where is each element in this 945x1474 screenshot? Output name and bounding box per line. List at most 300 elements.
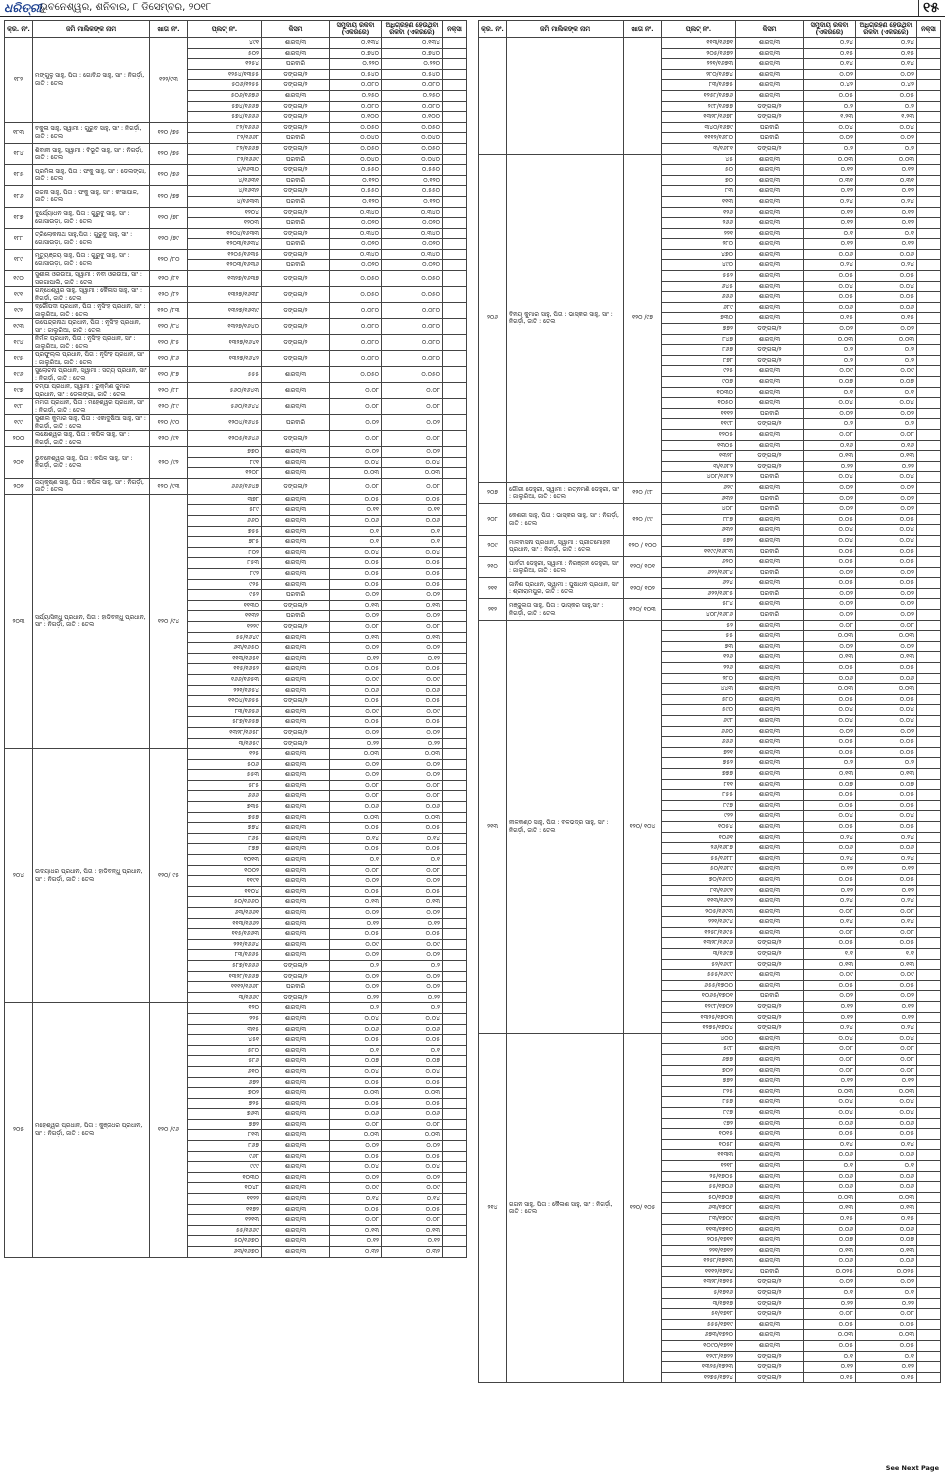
acquired-area-cell: ୦.୦୯ <box>382 706 443 717</box>
total-area-cell: ୦.୦୮୦ <box>330 303 382 319</box>
plot-number-cell: ୧୩୨୭/୧୬୪୧ <box>188 335 262 351</box>
plot-number-cell: ୭୭୨ <box>188 1119 262 1130</box>
map-cell <box>443 1194 467 1205</box>
acquired-area-cell: ୦.୨ <box>856 143 917 154</box>
serial-number-cell: ୨୧୨ <box>479 599 507 620</box>
kisam-cell: ଶାରଦ/୩ <box>736 1245 804 1256</box>
total-area-cell: ୦.୦୯ <box>804 970 856 981</box>
khata-number-cell: ୧୨୦ /୯୧ <box>150 431 188 447</box>
plot-number-cell: ୧୨୧୩ <box>188 1215 262 1226</box>
map-cell <box>917 313 941 324</box>
plot-number-cell: ୬୩୨ <box>662 525 736 536</box>
acquired-area-cell: ୦.୧ <box>382 526 443 537</box>
table-row <box>479 620 941 631</box>
plot-number-cell: ୭୫୨ <box>662 758 736 769</box>
kisam-cell: ଶାରଦ/୩ <box>736 917 804 928</box>
kisam-cell: ଶାରଦ/୩ <box>736 673 804 684</box>
plot-number-cell: ୫୭୪/୧୬୬୬ <box>188 112 262 123</box>
acquired-area-cell: ୦.୧୩ <box>856 652 917 663</box>
total-area-cell: ୦.୦୫ <box>804 694 856 705</box>
total-area-cell: ୦.୦୨ <box>330 1172 382 1183</box>
acquired-area-cell: ୦.୩୪୦ <box>382 228 443 239</box>
acquired-area-cell: ୦.୦୨ <box>382 770 443 781</box>
plot-number-cell: ୮୬୭ <box>188 1141 262 1152</box>
acquired-area-cell: ୦.୦୪ <box>382 1066 443 1077</box>
kisam-cell: ଶାରଦ/୩ <box>262 812 330 823</box>
kisam-cell: ଘରବାରି <box>736 991 804 1002</box>
map-cell <box>917 1319 941 1330</box>
kisam-cell: ଡଙ୍ଗଳା/୨ <box>736 355 804 366</box>
total-area-cell: ୦.୨ <box>804 419 856 430</box>
acquired-area-cell: ୦.୦୪ <box>382 547 443 558</box>
serial-number-cell: ୧୮୭ <box>5 207 33 228</box>
plot-number-cell: ୬୬୦ <box>662 726 736 737</box>
plot-number-cell: ୫୮୦ <box>188 1045 262 1056</box>
kisam-cell: ଡଙ୍ଗଳା/୨ <box>262 600 330 611</box>
map-cell <box>917 80 941 91</box>
map-cell <box>917 885 941 896</box>
plot-number-cell: ୭୦ <box>662 175 736 186</box>
map-cell <box>443 1077 467 1088</box>
acquired-area-cell: ୧.୧ <box>856 949 917 960</box>
acquired-area-cell: ୦.୦୫ <box>856 578 917 589</box>
total-area-cell: ୦.୦୫୦ <box>330 367 382 383</box>
plot-number-cell: ୪୭୦ <box>662 249 736 260</box>
col-header-map: ନକ୍ସା <box>917 21 941 38</box>
kisam-cell: ଡଙ୍ଗଳା/୨ <box>736 101 804 112</box>
kisam-cell: ଘରବାରି <box>736 567 804 578</box>
kisam-cell: ଶାରଦ/୩ <box>262 569 330 580</box>
table-row <box>5 351 467 367</box>
map-cell <box>917 567 941 578</box>
acquired-area-cell: ୦.୦୯ <box>856 970 917 981</box>
kisam-cell: ଶାରଦ/୩ <box>736 578 804 589</box>
plot-number-cell: ୧୩୨୫/୧୭୨୩ <box>662 1362 736 1373</box>
map-cell <box>443 653 467 664</box>
plot-number-cell: ୪୯୧ <box>188 38 262 49</box>
map-cell <box>917 535 941 546</box>
total-area-cell: ୦.୧୦୦ <box>330 112 382 123</box>
kisam-cell: ଶାରଦ/୩ <box>736 1139 804 1150</box>
map-cell <box>917 684 941 695</box>
map-cell <box>917 1097 941 1108</box>
serial-number-cell: ୨୧୦ <box>479 557 507 578</box>
total-area-cell: ୦.୦୫ <box>804 1129 856 1140</box>
total-area-cell: ୦.୭୪୦ <box>330 48 382 59</box>
plot-number-cell: ୭୦୨ <box>188 1088 262 1099</box>
acquired-area-cell: ୦.୧ <box>856 1288 917 1299</box>
kisam-cell: ଶାରଦ/୩ <box>736 1160 804 1171</box>
total-area-cell: ୦.୦୫ <box>330 1035 382 1046</box>
total-area-cell: ୦.୦୫ <box>330 1077 382 1088</box>
map-cell <box>443 738 467 749</box>
kisam-cell: ଶାରଦ/୩ <box>736 811 804 822</box>
kisam-cell: ଡଙ୍ଗଳା/୨ <box>262 207 330 218</box>
total-area-cell: ୦.୧୨ <box>804 207 856 218</box>
plot-number-cell: ୬୬୬ <box>662 737 736 748</box>
acquired-area-cell: ୦.୦୫ <box>856 1341 917 1352</box>
kisam-cell: ଶାରଦ/୩ <box>736 970 804 981</box>
map-cell <box>917 970 941 981</box>
map-cell <box>443 960 467 971</box>
total-area-cell: ୦.୦୫ <box>330 823 382 834</box>
map-cell <box>443 664 467 675</box>
map-cell <box>443 69 467 80</box>
kisam-cell: ଶାରଦ/୩ <box>736 271 804 282</box>
plot-number-cell: ୫/୧୭୧୬ <box>662 1288 736 1299</box>
total-area-cell: ୦.୧୨ <box>804 218 856 229</box>
plot-number-cell: ୪୦୮/୧୬୮୬ <box>662 610 736 621</box>
map-cell <box>917 1288 941 1299</box>
total-area-cell: ୦.୧୨ <box>804 239 856 250</box>
serial-number-cell: ୨୧୧ <box>479 578 507 599</box>
khata-number-cell: ୧୨୦ /୯୬ <box>150 1003 188 1257</box>
kisam-cell: ଶାରଦ/୩ <box>736 779 804 790</box>
acquired-area-cell: ୦.୦୫ <box>382 929 443 940</box>
plot-number-cell: ୭୮୫ <box>188 537 262 548</box>
acquired-area-cell: ୦.୦୨ <box>382 447 443 458</box>
owner-name-cell: ଦୁର୍ଯ୍ୟୋଧନ ସାହୁ, ପିତା : ଗୁରୁବୁ ସାହୁ, ସାଂ : ଗୋସାଉଡ଼ା, ଜାତି : ତେଲ <box>33 207 150 228</box>
kisam-cell: ଶାରଦ/୩ <box>262 1066 330 1077</box>
plot-number-cell: ୨୦୫/୧୭୧୧ <box>662 1235 736 1246</box>
total-area-cell: ୦.୦୨ <box>804 482 856 493</box>
owner-name-cell: ତ୍ରିଲୋକନାଥ ସାହୁ,ପିତା : ଗୁରୁବୁ ସାହୁ, ସାଂ : ଗୋସାଉଡ଼ା, ଜାତି : ତେଲ <box>33 228 150 249</box>
total-area-cell: ୦.୦୫ <box>330 844 382 855</box>
owner-name-cell: କେଶରୀ ସାହୁ, ପିତା : ଭାସ୍କର ସାହୁ, ସାଂ : ନିଗର୍ଡ଼ା, ଜାତି : ତେଲ <box>507 504 624 536</box>
map-cell <box>917 429 941 440</box>
acquired-area-cell: ୦.୦୪ <box>856 1107 917 1118</box>
kisam-cell: ଘରବାରି <box>736 493 804 504</box>
total-area-cell: ୦.୧୨ <box>330 653 382 664</box>
map-cell <box>443 929 467 940</box>
acquired-area-cell: ୦.୦୫ <box>382 1204 443 1215</box>
acquired-area-cell: ୦.୧୫ <box>856 1372 917 1383</box>
plot-number-cell: ୭୬୩ <box>188 1109 262 1120</box>
total-area-cell: ୦.୦୪ <box>804 281 856 292</box>
kisam-cell: ଶାରଦ/୩ <box>262 1098 330 1109</box>
total-area-cell: ୦.୨୪ <box>804 1023 856 1034</box>
total-area-cell: ୦.୩୨ <box>330 1247 382 1258</box>
col-header-kisam: କିସମ <box>736 21 804 38</box>
acquired-area-cell: ୦.୦୫ <box>856 800 917 811</box>
serial-number-cell: ୨୦୩ <box>5 494 33 748</box>
plot-number-cell: ୭୨୫ <box>188 1098 262 1109</box>
map-cell <box>917 260 941 271</box>
map-cell <box>443 569 467 580</box>
owner-name-cell: ରଜନା ସାହୁ, ପିତା : ଫକୁ ସାହୁ, ସାଂ : କଂସାପାଳ, ଜାତି : ତେଲ <box>33 186 150 207</box>
map-cell <box>443 90 467 101</box>
total-area-cell: ୦.୦୪ <box>804 705 856 716</box>
plot-number-cell: ୬୩/୧୭୦୮ <box>662 1203 736 1214</box>
map-cell <box>917 504 941 515</box>
map-cell <box>917 1044 941 1055</box>
kisam-cell: ଶାରଦ/୩ <box>736 1033 804 1044</box>
total-area-cell: ୦.୦୪ <box>804 398 856 409</box>
total-area-cell: ୦.୦୩ <box>804 334 856 345</box>
plot-number-cell: ୨୬୬ <box>662 218 736 229</box>
total-area-cell: ୦.୦୪ <box>804 122 856 133</box>
acquired-area-cell: ୦.୦୫ <box>382 886 443 897</box>
khata-number-cell: ୧୨୦ /୮୦ <box>150 249 188 270</box>
plot-number-cell: ୧୧୯୯/୧୬୮୩ <box>662 546 736 557</box>
map-cell <box>443 165 467 176</box>
total-area-cell: ୦.୨ <box>804 758 856 769</box>
table-row <box>5 478 467 494</box>
plot-number-cell: ୫୮୯ <box>188 505 262 516</box>
plot-number-cell: ୮୬୭ <box>662 345 736 356</box>
map-cell <box>443 383 467 399</box>
acquired-area-cell: ୦.୦୫ <box>382 823 443 834</box>
acquired-area-cell: ୦.୦୨ <box>382 908 443 919</box>
map-cell <box>443 1035 467 1046</box>
acquired-area-cell: ୦.୧୨୦ <box>382 196 443 207</box>
map-cell <box>443 175 467 186</box>
see-next-page: See Next Page <box>885 1464 939 1472</box>
acquired-area-cell: ୦.୦୮ <box>382 431 443 447</box>
total-area-cell: ୦.୦୫ <box>804 1319 856 1330</box>
plot-number-cell: ୧୦୩୦ <box>188 1172 262 1183</box>
total-area-cell: ୦.୧୫ <box>804 48 856 59</box>
owner-name-cell: ଦ୍ରୌପଦୀ ପ୍ରଧାନ, ପିତା : ନୃସିଂହ ପ୍ରଧାନ, ସାଂ : ଜାଲୁରିଆ, ଜାତି : ତେଲ <box>33 303 150 319</box>
total-area-cell: ୦.୦୪ <box>804 1033 856 1044</box>
plot-number-cell: ୧୦୫୦ <box>662 398 736 409</box>
acquired-area-cell: ୦.୧୩ <box>856 959 917 970</box>
plot-number-cell: ୧୩୨୫/୧୭୦୩ <box>662 1012 736 1023</box>
acquired-area-cell: ୦.୧୨ <box>856 207 917 218</box>
kisam-cell: ଘରବାରି <box>262 196 330 207</box>
total-area-cell: ୦.୦୮ <box>330 399 382 415</box>
kisam-cell: ଶାରଦ/୩ <box>736 196 804 207</box>
khata-number-cell: ୧୨୦ /୭୬ <box>150 165 188 186</box>
kisam-cell: ଶାରଦ/୩ <box>736 377 804 388</box>
acquired-area-cell: ୦.୦୪ <box>856 472 917 483</box>
total-area-cell: ୦.୨ <box>804 143 856 154</box>
acquired-area-cell: ୦.୦୨ <box>856 324 917 335</box>
plot-number-cell: ୫୮୪ <box>662 599 736 610</box>
total-area-cell: ୦.୦୮୦ <box>330 319 382 335</box>
owner-name-cell: ଉଦୟାଧର ପ୍ରଧାନ, ପିତା : ହାଡିବନ୍ଧୁ ପ୍ରଧାନ, ସାଂ : ନିଗର୍ଡ଼ା, ଜାତି : ତେଲ <box>33 749 150 1003</box>
map-cell <box>443 1045 467 1056</box>
acquired-area-cell: ୦.୨୪ <box>856 853 917 864</box>
map-cell <box>917 1065 941 1076</box>
plot-number-cell: ୫୫/୧୬୬୯ <box>188 1225 262 1236</box>
total-area-cell: ୦.୦୪ <box>804 811 856 822</box>
map-cell <box>443 897 467 908</box>
plot-number-cell: ୫୦୬ <box>188 759 262 770</box>
owner-name-cell: ଜୟକୃଷ୍ଣ ସାହୁ, ପିତା : କପିଳ ସାହୁ, ସାଂ : ନିଗର୍ଡ଼ା, ଜାତି : ତେଲ <box>33 478 150 494</box>
plot-number-cell: ୩/୧୬୮୧ <box>662 143 736 154</box>
total-area-cell: ୦.୦୩ <box>804 1192 856 1203</box>
kisam-cell: ଶାରଦ/୩ <box>262 1183 330 1194</box>
map-cell <box>443 1056 467 1067</box>
acquired-area-cell: ୦.୦୨ <box>856 69 917 80</box>
acquired-area-cell: ୦.୧୪ <box>382 1194 443 1205</box>
kisam-cell: ଡଙ୍ଗଳା/୨ <box>736 1372 804 1383</box>
plot-number-cell: ୧୧୩୩ <box>662 1150 736 1161</box>
plot-number-cell: ୪/୧୬୩୩ <box>188 196 262 207</box>
plot-number-cell: ୨୫/୧୭୦୫ <box>662 1171 736 1182</box>
kisam-cell: ଘରବାରି <box>262 982 330 993</box>
acquired-area-cell: ୦.୦୫ <box>856 747 917 758</box>
total-area-cell: ୦.୧୩ <box>804 1245 856 1256</box>
total-area-cell: ୦.୦୪ <box>330 547 382 558</box>
acquired-area-cell: ୦.୦୬ <box>856 673 917 684</box>
acquired-area-cell: ୦.୦୫ <box>856 663 917 674</box>
total-area-cell: ୦.୦୨ <box>804 493 856 504</box>
acquired-area-cell: ୦.୦୪ <box>382 1013 443 1024</box>
total-area-cell: ୦.୨ <box>804 345 856 356</box>
total-area-cell: ୦.୦୮ <box>330 1215 382 1226</box>
plot-number-cell: ୧୧୦୪/୧୬୫୫ <box>188 696 262 707</box>
map-cell <box>443 186 467 197</box>
acquired-area-cell: ୦.୦୩ <box>856 1192 917 1203</box>
plot-number-cell: ୧୩୦୫ <box>662 440 736 451</box>
acquired-area-cell: ୦.୧୨ <box>382 918 443 929</box>
total-area-cell: ୦.୦୪ <box>330 1013 382 1024</box>
col-header-map: ନକ୍ସା <box>443 21 467 38</box>
serial-number-cell: ୧୯୧ <box>5 287 33 303</box>
table-row <box>479 504 941 515</box>
khata-number-cell: ୧୨୦ /୭୫ <box>150 143 188 164</box>
kisam-cell: ଘରବାରି <box>736 546 804 557</box>
khata-number-cell: ୧୨୦ /୮୨ <box>150 287 188 303</box>
total-area-cell: ୦.୦୨ <box>804 991 856 1002</box>
map-cell <box>443 865 467 876</box>
total-area-cell: ୦.୦୫୦ <box>330 122 382 133</box>
total-area-cell: ୦.୦୫ <box>330 1151 382 1162</box>
acquired-area-cell: ୦.୦୪ <box>856 716 917 727</box>
total-area-cell: ୦.୧୨ <box>330 1236 382 1247</box>
map-cell <box>443 833 467 844</box>
serial-number-cell: ୨୦୬ <box>479 154 507 482</box>
khata-number-cell: ୧୨୦ /୮୭ <box>150 367 188 383</box>
kisam-cell: ଶାରଦ/୩ <box>262 706 330 717</box>
plot-number-cell: ୫୨ <box>662 620 736 631</box>
map-cell <box>917 1118 941 1129</box>
total-area-cell: ୦.୨୨ <box>804 461 856 472</box>
map-cell <box>443 1024 467 1035</box>
kisam-cell: ଶାରଦ/୩ <box>262 48 330 59</box>
kisam-cell: ଶାରଦ/୩ <box>736 557 804 568</box>
plot-number-cell: ୫୦୨ <box>188 48 262 59</box>
plot-number-cell: ୧୨୫୪/୧୩୫୫ <box>188 69 262 80</box>
plot-number-cell: ୧୨୫ <box>188 749 262 760</box>
map-cell <box>917 48 941 59</box>
total-area-cell: ୦.୦୬ <box>804 1224 856 1235</box>
map-cell <box>443 780 467 791</box>
acquired-area-cell: ୦.୦୩ <box>856 334 917 345</box>
acquired-area-cell: ୦.୦୫ <box>856 271 917 282</box>
map-cell <box>917 461 941 472</box>
total-area-cell: ୦.୦୨ <box>330 908 382 919</box>
kisam-cell: ଶାରଦ/୩ <box>262 90 330 101</box>
kisam-cell: ଶାରଦ/୩ <box>262 833 330 844</box>
table-row <box>479 1033 941 1044</box>
kisam-cell: ଡଙ୍ଗଳା/୨ <box>262 69 330 80</box>
plot-number-cell: ୨୮୦ <box>662 239 736 250</box>
total-area-cell: ୦.୨୨ <box>330 738 382 749</box>
kisam-cell: ଡଙ୍ଗଳା/୨ <box>736 143 804 154</box>
plot-number-cell: ୨୨୧ <box>662 228 736 239</box>
table-row <box>479 154 941 165</box>
map-cell <box>917 355 941 366</box>
acquired-area-cell: ୦.୦୨ <box>856 567 917 578</box>
total-area-cell: ୦.୦୫ <box>330 886 382 897</box>
total-area-cell: ୦.୦୬ <box>804 1171 856 1182</box>
kisam-cell: ଡଙ୍ଗଳା/୨ <box>736 419 804 430</box>
map-cell <box>917 292 941 303</box>
land-table-right <box>478 20 941 1383</box>
acquired-area-cell: ୦.୧୩ <box>382 897 443 908</box>
map-cell <box>443 303 467 319</box>
acquired-area-cell: ୦.୦୨ <box>856 408 917 419</box>
plot-number-cell: ୨୨୧/୧୭୧୨ <box>662 1245 736 1256</box>
plot-number-cell: ୧୧୫/୧୬୫୨ <box>188 664 262 675</box>
map-cell <box>443 287 467 303</box>
total-area-cell: ୦.୦୮ <box>804 1055 856 1066</box>
total-area-cell: ୦.୦୫ <box>330 696 382 707</box>
kisam-cell: ଘରବାରି <box>262 59 330 70</box>
acquired-area-cell: ୦.୧ <box>856 1351 917 1362</box>
kisam-cell: ଡଙ୍ଗଳା/୨ <box>736 1362 804 1373</box>
acquired-area-cell: ୦.୧୩ <box>856 768 917 779</box>
acquired-area-cell: ୦.୨ <box>856 419 917 430</box>
khata-number-cell: ୧୨୦/ ୧୦୩ <box>624 599 662 620</box>
table-row <box>5 319 467 335</box>
total-area-cell: ୦.୦୫ <box>804 874 856 885</box>
total-area-cell: ୦.୦୭ <box>804 779 856 790</box>
plot-number-cell: ୫୭୪/୧୬୬୭ <box>188 101 262 112</box>
map-cell <box>443 727 467 738</box>
serial-number-cell: ୧୮୪ <box>5 143 33 164</box>
plot-number-cell: ୨୮୦/୧୬୭୪ <box>662 69 736 80</box>
acquired-area-cell: ୦.୦୫ <box>382 494 443 505</box>
kisam-cell: ଶାରଦ/୩ <box>736 514 804 525</box>
total-area-cell: ୦.୦୩ <box>330 468 382 479</box>
plot-number-cell: ୫୫୫ <box>188 367 262 383</box>
acquired-area-cell: ୦.୦୫ <box>382 1077 443 1088</box>
map-cell <box>443 643 467 654</box>
map-cell <box>917 949 941 960</box>
total-area-cell: ୦.୦୩ <box>330 749 382 760</box>
total-area-cell: ୦.୧୪ <box>330 833 382 844</box>
plot-number-cell: ୧୦୧୫ <box>662 1129 736 1140</box>
total-area-cell: ୦.୧ <box>804 228 856 239</box>
map-cell <box>443 579 467 590</box>
table-row <box>479 557 941 568</box>
plot-number-cell: ୬୩୨ <box>662 493 736 504</box>
total-area-cell: ୦.୦୨ <box>804 588 856 599</box>
col-header-total-area: ସମୁଦାୟ ରକବା (ଏକରରେ) <box>330 21 382 38</box>
total-area-cell: ୦.୧ <box>804 1351 856 1362</box>
plot-number-cell: ୭୩୫ <box>188 802 262 813</box>
kisam-cell: ଶାରଦ/୩ <box>262 1151 330 1162</box>
kisam-cell: ଶାରଦ/୩ <box>736 821 804 832</box>
serial-number-cell: ୧୯୦ <box>5 271 33 287</box>
acquired-area-cell: ୦.୧୨ <box>856 1076 917 1087</box>
map-cell <box>917 546 941 557</box>
acquired-area-cell: ୦.୨ <box>856 101 917 112</box>
acquired-area-cell: ୦.୦୬ <box>382 1109 443 1120</box>
total-area-cell: ୦.୧୩ <box>804 451 856 462</box>
kisam-cell: ଶାରଦ/୩ <box>736 535 804 546</box>
kisam-cell: ଶାରଦ/୩ <box>262 876 330 887</box>
acquired-area-cell: ୦.୨୪ <box>856 1023 917 1034</box>
map-cell <box>443 59 467 70</box>
total-area-cell: ୦.୨୨୦ <box>330 59 382 70</box>
table-row <box>5 494 467 505</box>
kisam-cell: ଡଙ୍ଗଳା/୨ <box>262 478 330 494</box>
